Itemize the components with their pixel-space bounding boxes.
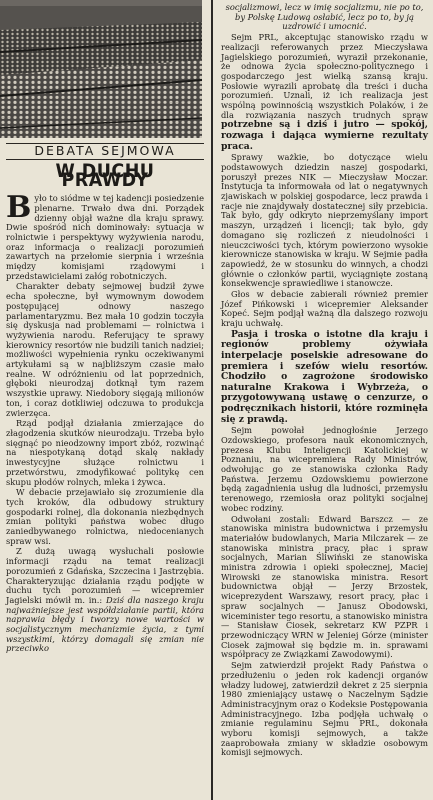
paragraph-8: Głos w debacie zabierali również premier Józef Pińkowski i wicepremier Aleksander Kopeć. Sejm podjął ważną dla dalszego rozwoju kraju uchwałę. <box>221 289 428 329</box>
paragraph-6: Sejm PRL, akceptując stanowisko rządu w realizacji referowanych przez Mieczysława Jagielskiego porozumień, wyraził przekonanie, że odnowa życia społeczno-politycznego i gospodarczego jest wielką szansą kraju. Posłowie wyrazili aprobatę dla treści i ducha porozumień. Uznali, iż ich realizacja jest wspólną powinnością wszystkich Polaków, i że dla rozwiązania naszych trudnych spraw potrzebne są i dziś i jutro — spokój, rozwaga i dająca wymierne rezultaty praca. <box>221 32 428 152</box>
paragraph-12: Sejm zatwierdził projekt Rady Państwa o przedłużeniu o jeden rok kadencji organów władzy ludowej, zatwierdził dekret z 25 sierpnia 1980 zmieniający ustawę o Naczelnym Sądzie Administracyjnym oraz o Kodeksie Postępowania Administracyjnego. Izba podjęła uchwałę o zmianie regulaminu Sejmu PRL, dokonała wyboru komisji sejmowych, a także zaaprobowała zmiany w składzie osobowym komisji sejmowych. <box>221 660 428 758</box>
paragraph-4: W debacie przejawiało się zrozumienie dla tych kroków, dla odbudowy struktury gospodarki rolnej, dla dokonania niezbędnych zmian polityki państwa wobec długo zaniedbywanego rolnictwa, niedocenianych spraw wsi. <box>6 487 204 546</box>
right-column <box>216 0 433 800</box>
drop-cap: B <box>6 190 32 226</box>
column-divider <box>211 0 213 800</box>
left-column <box>0 0 209 800</box>
paragraph-9: Pasja i troska o istotne dla kraju i regionów problemy ożywiała interpelacje poselskie adresowane do premiera i szefów wielu resortów. Chodziło o zagrożone środowisko naturalne Krakowa i Wybrzeża, o przygotowywaną ustawę o cenzurze, o podręcznikach historii, które rozminęła się z prawdą. <box>221 328 428 425</box>
paragraph-5: Z dużą uwagą wysłuchali posłowie informacji rządu na temat realizacji porozumień z Gdańska, Szczecina i Jastrzębia. Charakteryzując działania rządu podjęte w duchu tych porozumień — wicepremier Jagielski mówił m. in.: Dziś dla naszego kraju najważniejsze jest współdziałanie partii, która naprawia błędy i tworzy nowe wartości w socjalistycznym mechanizmie życia, z tymi wszystkimi, którzy domagali się zmian nie przeciwko <box>6 546 204 654</box>
paragraph-3: Rząd podjął działania zmierzające do złagodzenia skutków nieurodzaju. Trzeba było sięgnąć po nieodzowny import zbóż, rozwinąć na niespotykaną dotąd skalę nakłady inwestycyjne służące rolnictwu i przetwórstwu, zmodyfikować politykę cen skupu płodów rolnych, mleka i żywca. <box>6 418 204 487</box>
sejm-chamber-illustration <box>0 0 202 138</box>
paragraph-10: Sejm powołał jednogłośnie Jerzego Ozdowskiego, profesora nauk ekonomicznych, prezesa Klubu Inteligencji Katolickiej w Poznaniu, na wicepremiera Rady Ministrów, odwołując go ze stanowiska członka Rady Państwa. Jerzemu Ozdowskiemu powierzone będą zagadnienia usług dla ludności, przemysłu terenowego, rzemiosła oraz polityki socjalnej wobec rodziny. <box>221 425 428 513</box>
paragraph-11: Odwołani zostali: Edward Barszcz — ze stanowiska ministra budownictwa i przemysłu materiałów budowlanych, Maria Milczarek — ze stanowiska ministra pracy, płac i spraw socjalnych, Marian Śliwiński ze stanowiska ministra zdrowia i opieki społecznej, Maciej Wirowski ze stanowiska ministra. Resort budownictwa objął — Jerzy Brzostek, wiceprezydent Warszawy, resort pracy, płac i spraw socjalnych — Janusz Obodowski, wiceminister tego resortu, a stanowisko ministra — Stanisław Ciosek, sekretarz KW PZPR i przewodniczący WRN w Jeleniej Górze (minister Ciosek zajmował się będzie m. in. sprawami współpracy ze Związkami Zawodowymi). <box>221 513 428 660</box>
headline: W DUCHU PRAWDY <box>55 159 155 192</box>
paragraph-1: Było to siódme w tej kadencji posiedzenie plenarne. Trwało dwa dni. Porządek dzienny objął ważne dla kraju sprawy. Dwie spośród nich dominowały: sytuacja w rolnictwie i perspektywy wyżywienia narodu, oraz informacja o realizacji porozumień zawartych na przełomie sierpnia i września między komisjami rządowymi i przedstawicielami załóg robotniczych. <box>6 190 204 281</box>
paragraph-7: Sprawy ważkie, bo dotyczące wielu podstawowych dziedzin naszej gospodarki, poruszył prezes NIK — Mieczysław Moczar. Instytucja ta informowała od lat o negatywnych zjawiskach w polskiej gospodarce, lecz prawda i racje nie znajdywały dostatecznej siły przebicia. Tak było, gdy odkryto nieprzemyślany import maszyn, urządzeń i licencji; tak było, gdy domagano się rozliczeń z nieudolności i nieuczciwości tych, którym powierzono wysokie kierownicze stanowiska w kraju. W Sejmie padła zapowiedź, że w stosunku do winnych, a chodzi głównie o członków partii, wyciągnięte zostaną konsekwencje sprawiedliwe i stanowcze. <box>221 152 428 289</box>
section-rubric: DEBATA SEJMOWA <box>6 143 204 160</box>
quote-continuation: socjalizmowi, lecz w imię socjalizmu, nie po to, by Polskę Ludową osłabić, lecz po to, by ją uzdrowić i umocnić. <box>225 2 424 32</box>
sejm-chamber-photo <box>0 0 202 138</box>
paragraph-2: Charakter debaty sejmowej budził żywe echa społeczne, był wymownym dowodem postępującej odnowy naszego parlamentaryzmu. Bez mała 10 godzin toczyła się dyskusja nad problemami — rolnictwa i wyżywienia narodu. Referujący te sprawy kierownicy resortów nie budzili tanich nadziei; możliwości wypełnienia rynku oczekiwanymi artykułami są w najbliższym czasie mało realne. W odróżnieniu od lat poprzednich, głęboki nieurodzaj dotknął tym razem wszystkie uprawy. Niedobory sięgają milionów ton, i coraz dotkliwiej odczuwa to produkcja zwierzęca. <box>6 281 204 418</box>
